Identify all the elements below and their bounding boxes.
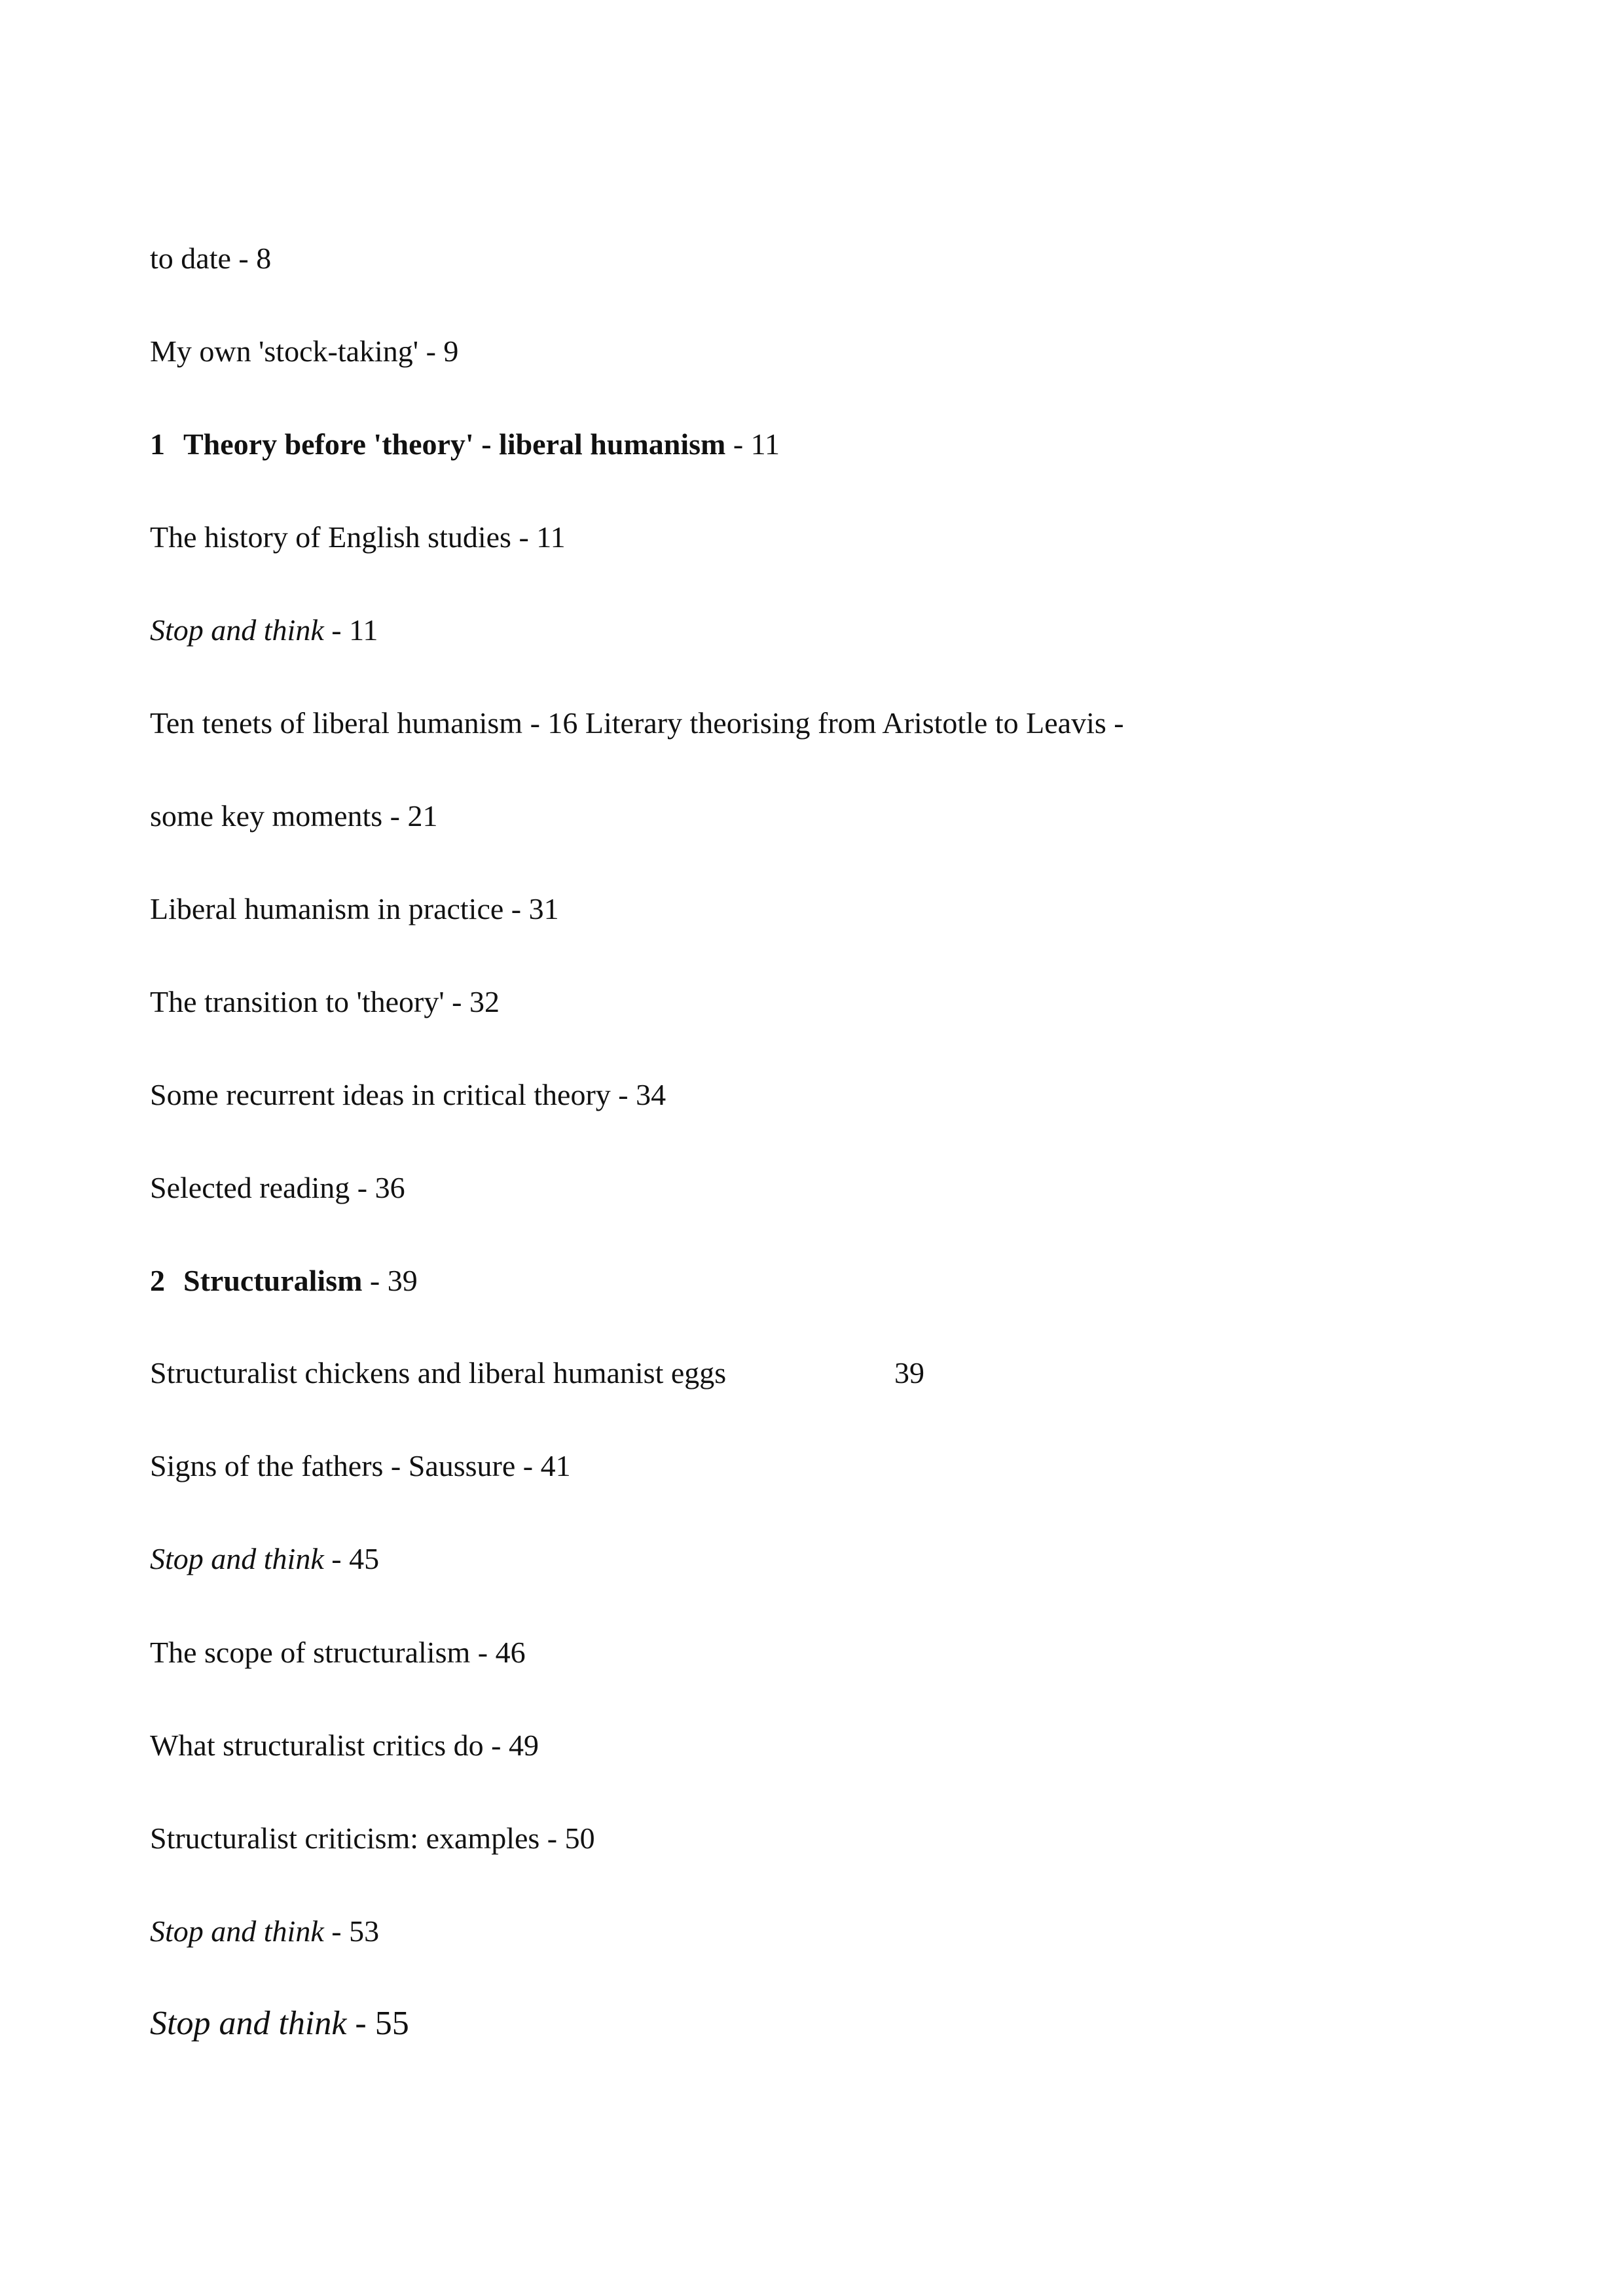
- toc-entry-text: The history of English studies - 11: [150, 520, 566, 554]
- toc-chapter-1: [150, 426, 780, 463]
- stop-and-think-label: Stop and think: [150, 613, 324, 647]
- toc-entry-chickens-eggs: [150, 1355, 726, 1391]
- toc-entry-text: Some recurrent ideas in critical theory - 34: [150, 1078, 666, 1111]
- toc-entry-transition: [150, 984, 500, 1020]
- chapter-page: - 39: [362, 1264, 418, 1297]
- toc-entry-criticism-examples: [150, 1820, 595, 1857]
- toc-entry-scope-structuralism: [150, 1634, 526, 1671]
- toc-entry-stop-and-think: [150, 2005, 409, 2042]
- toc-entry-selected-reading: [150, 1170, 405, 1206]
- toc-entry-stop-and-think: [150, 1541, 379, 1577]
- toc-entry-stop-and-think: [150, 612, 378, 649]
- chapter-number: 2: [150, 1264, 165, 1297]
- toc-entry-page: - 11: [323, 613, 378, 647]
- chapter-title: Structuralism: [183, 1264, 363, 1297]
- toc-entry-key-moments: [150, 798, 438, 834]
- toc-entry-text: Selected reading - 36: [150, 1171, 405, 1204]
- toc-entry-text: Liberal humanism in practice - 31: [150, 892, 559, 925]
- toc-entry-text: The transition to 'theory' - 32: [150, 985, 500, 1018]
- toc-entry-recurrent-ideas: [150, 1077, 666, 1113]
- stop-and-think-label: Stop and think: [150, 1914, 324, 1948]
- toc-chapter-2: [150, 1263, 418, 1299]
- toc-entry-text: The scope of structuralism - 46: [150, 1636, 526, 1669]
- toc-entry-text: to date - 8: [150, 242, 272, 275]
- toc-entry-liberal-practice: [150, 891, 559, 927]
- toc-entry-text: some key moments - 21: [150, 799, 438, 833]
- toc-entry-text: Structuralist criticism: examples - 50: [150, 1821, 595, 1855]
- toc-entry-what-critics-do: [150, 1727, 539, 1764]
- stop-and-think-label: Stop and think: [150, 1542, 324, 1575]
- toc-entry-stock-taking: [150, 333, 458, 370]
- chapter-number: 1: [150, 427, 165, 461]
- toc-entry-text: What structuralist critics do - 49: [150, 1729, 539, 1762]
- chapter-page: - 11: [725, 427, 780, 461]
- toc-entry-page: - 53: [323, 1914, 380, 1948]
- toc-entry-text: Ten tenets of liberal humanism - 16 Literary theorising from Aristotle to Leavis -: [150, 706, 1124, 740]
- toc-entry-text: Signs of the fathers - Saussure - 41: [150, 1449, 571, 1482]
- toc-entry-signs-fathers: [150, 1448, 571, 1484]
- toc-entry-text: Structuralist chickens and liberal humanist eggs: [150, 1356, 727, 1390]
- chapter-title: Theory before 'theory' - liberal humanism: [183, 427, 726, 461]
- toc-entry-tab-page: 39: [894, 1356, 924, 1390]
- toc-entry-text: My own 'stock-taking' - 9: [150, 334, 459, 368]
- toc-entry-to-date: [150, 240, 271, 277]
- toc-entry-page: - 55: [346, 2005, 409, 2042]
- toc-entry-page: - 45: [323, 1542, 380, 1575]
- toc-entry-ten-tenets: [150, 705, 1124, 742]
- toc-entry-history-english: [150, 519, 566, 556]
- toc-entry-stop-and-think: [150, 1913, 379, 1950]
- stop-and-think-label: Stop and think: [150, 2005, 347, 2042]
